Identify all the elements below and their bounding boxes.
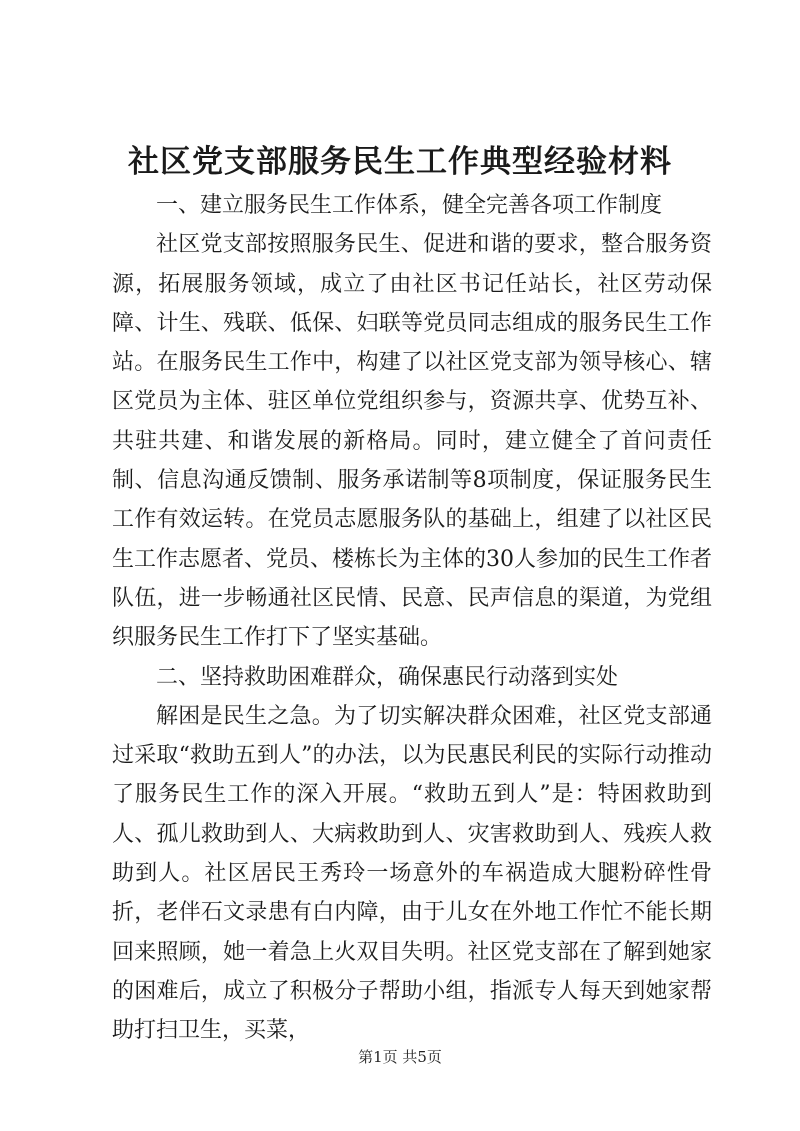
document-body <box>112 186 712 1051</box>
section-heading-1: 一、建立服务民生工作体系，健全完善各项工作制度 <box>156 193 663 218</box>
section-heading-2: 二、坚持救助困难群众，确保惠民行动落到实处 <box>156 664 619 690</box>
page-footer: 第1页 共5页 <box>358 1048 442 1066</box>
section-paragraph-1: 社区党支部按照服务民生、促进和谐的要求，整合服务资源，拓展服务领域，成立了由社区书记任站长，社区劳动保障、计生、残联、低保、妇联等党员同志组成的服务民生工作站。在服务民生工作中，构建了以社区党支部为领导核心、辖区党员为主体、驻区单位党组织参与，资源共享、优势互补、共驻共建、和谐发展的新格局。同时，建立健全了首问责任制、信息沟通反馈制、服务承诺制等8项制度，保证服务民生工作有效运转。在党员志愿服务队的基础上，组建了以社区民生工作志愿者、党员、楼栋长为主体的30人参加的民生工作者队伍，进一步畅通社区民情、民意、民声信息的渠道，为党组织服务民生工作打下了坚实基础。 <box>112 232 712 651</box>
section-paragraph-2: 解困是民生之急。为了切实解决群众困难，社区党支部通过采取“救助五到人”的办法，以为民惠民利民的实际行动推动了服务民生工作的深入开展。“救助五到人”是：特困救助到人、孤儿救助到人、大病救助到人、灾害救助到人、残疾人救助到人。社区居民王秀玲一场意外的车祸造成大腿粉碎性骨折，老伴石文录患有白内障，由于儿女在外地工作忙不能长期回来照顾，她一着急上火双目失明。社区党支部在了解到她家的困难后，成立了积极分子帮助小组，指派专人每天到她家帮助打扫卫生，买菜， <box>112 703 712 1044</box>
document-title: 社区党支部服务民生工作典型经验材料 <box>128 144 672 180</box>
